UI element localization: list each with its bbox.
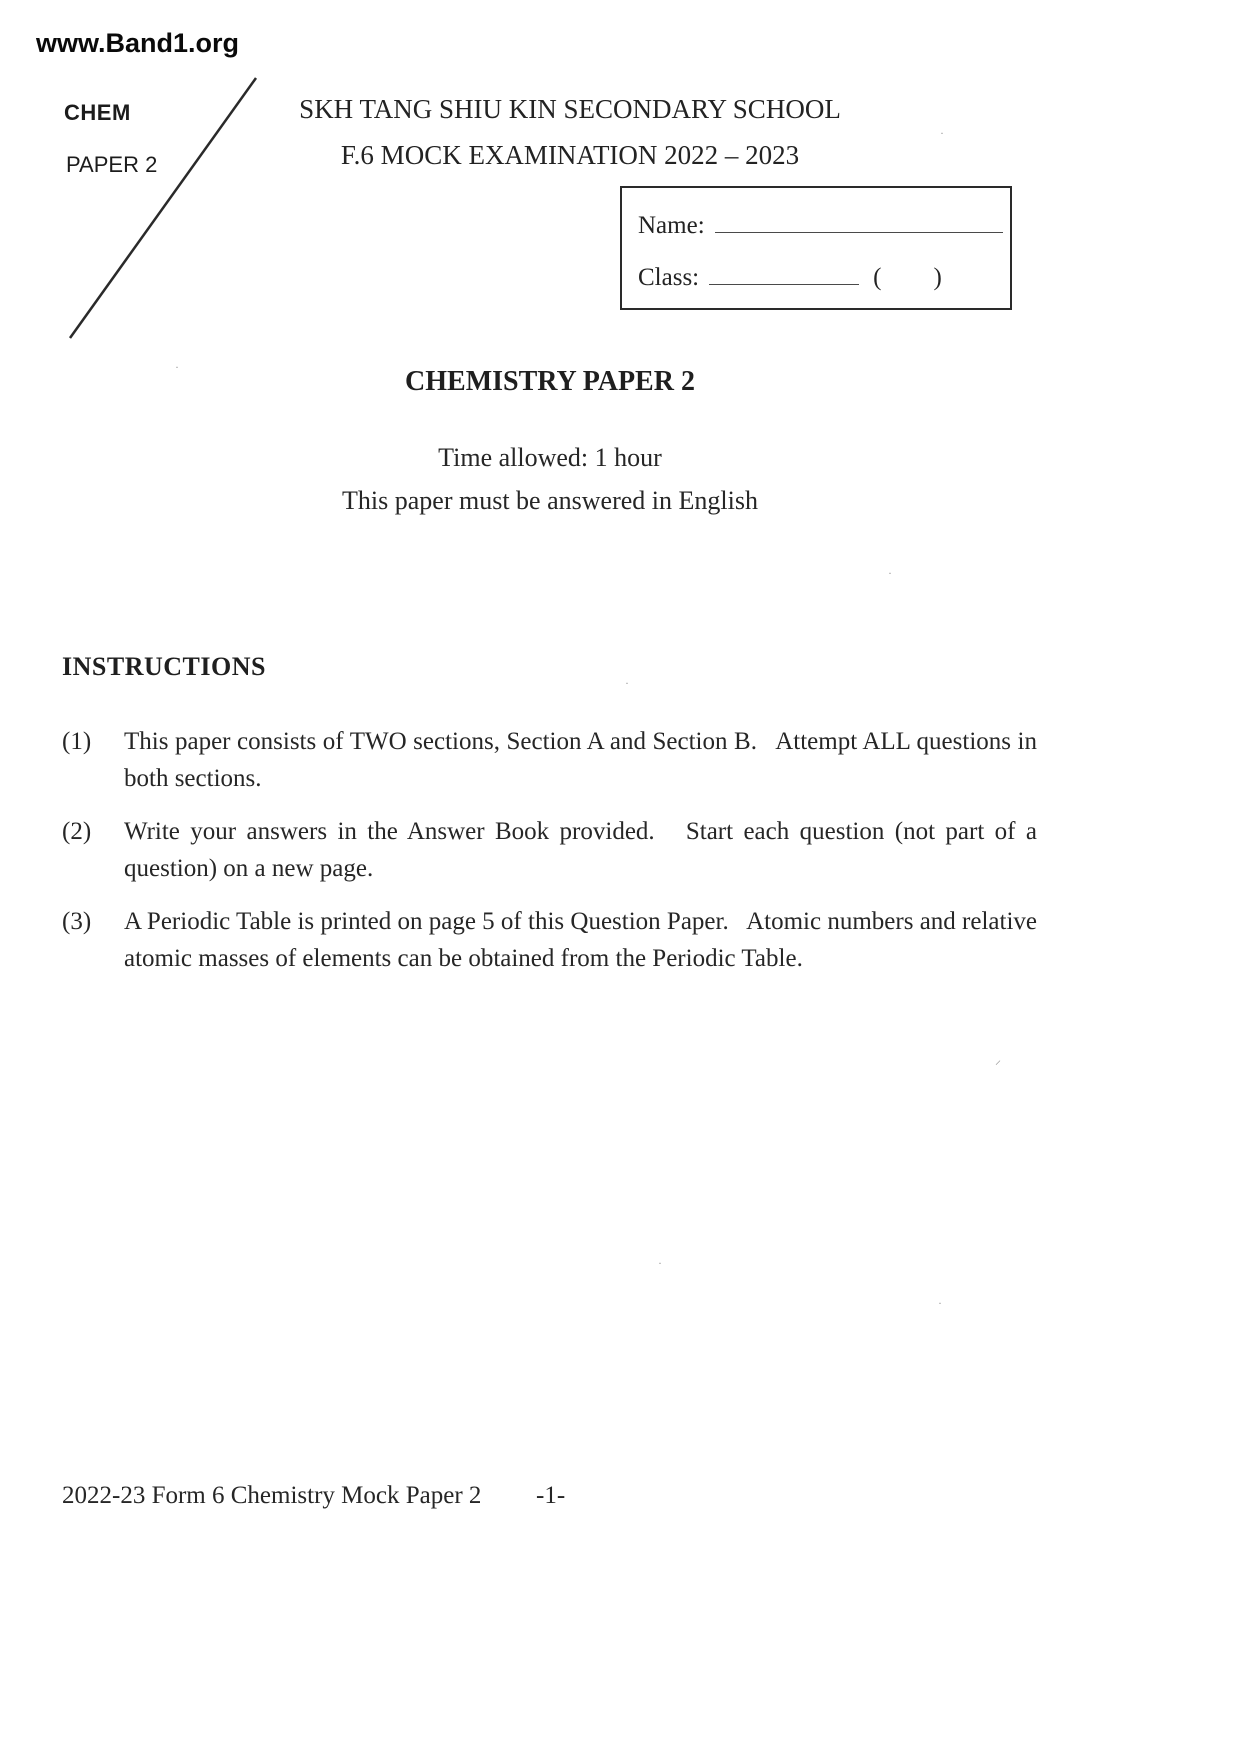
watermark: www.Band1.org xyxy=(36,28,240,58)
footer-page-number: -1- xyxy=(536,1482,566,1509)
instruction-number: (1) xyxy=(62,728,92,755)
scan-speck: · xyxy=(625,676,629,690)
scan-speck: · xyxy=(888,566,892,580)
instruction-text: This paper consists of TWO sections, Section A and Section B. Attempt ALL questions in both sections. xyxy=(124,728,1044,792)
class-fill-line xyxy=(709,262,859,285)
footer-document-id: 2022-23 Form 6 Chemistry Mock Paper 2 xyxy=(62,1482,482,1509)
paper-corner-label xyxy=(0,60,280,350)
subject-label: CHEM xyxy=(64,100,131,125)
instruction-text: Write your answers in the Answer Book provided. Start each question (not part of a question) on a new page. xyxy=(124,818,1044,882)
scan-speck: · xyxy=(175,360,179,374)
time-allowed-line: Time allowed: 1 hour xyxy=(438,443,662,472)
instruction-item-2 xyxy=(62,813,1044,887)
name-row xyxy=(638,210,996,240)
instruction-item-1 xyxy=(62,723,1044,797)
instructions-heading: INSTRUCTIONS xyxy=(62,652,266,681)
exam-title: F.6 MOCK EXAMINATION 2022 – 2023 xyxy=(340,140,800,170)
paper-number-label: PAPER 2 xyxy=(66,152,158,177)
instruction-item-3 xyxy=(62,903,1044,977)
school-name: SKH TANG SHIU KIN SECONDARY SCHOOL xyxy=(299,94,841,124)
document-title: CHEMISTRY PAPER 2 xyxy=(405,366,695,397)
scan-speck: · xyxy=(940,126,944,140)
name-class-box xyxy=(620,186,1012,310)
language-note-line: This paper must be answered in English xyxy=(342,486,758,515)
name-label: Name: xyxy=(638,212,705,239)
scan-speck: ⸍ xyxy=(995,1058,1002,1072)
class-number-parens: ( ) xyxy=(873,264,942,291)
instruction-text: A Periodic Table is printed on page 5 of this Question Paper. Atomic numbers and relative atomic masses of elements can be obtained from the Periodic Table. xyxy=(124,908,1044,972)
name-fill-line xyxy=(715,210,1003,233)
scan-speck: · xyxy=(938,1296,942,1310)
class-row xyxy=(638,262,996,292)
instruction-number: (2) xyxy=(62,818,92,845)
scan-speck: · xyxy=(658,1256,662,1270)
school-header xyxy=(250,86,890,178)
class-label: Class: xyxy=(638,264,700,291)
instruction-number: (3) xyxy=(62,908,92,935)
